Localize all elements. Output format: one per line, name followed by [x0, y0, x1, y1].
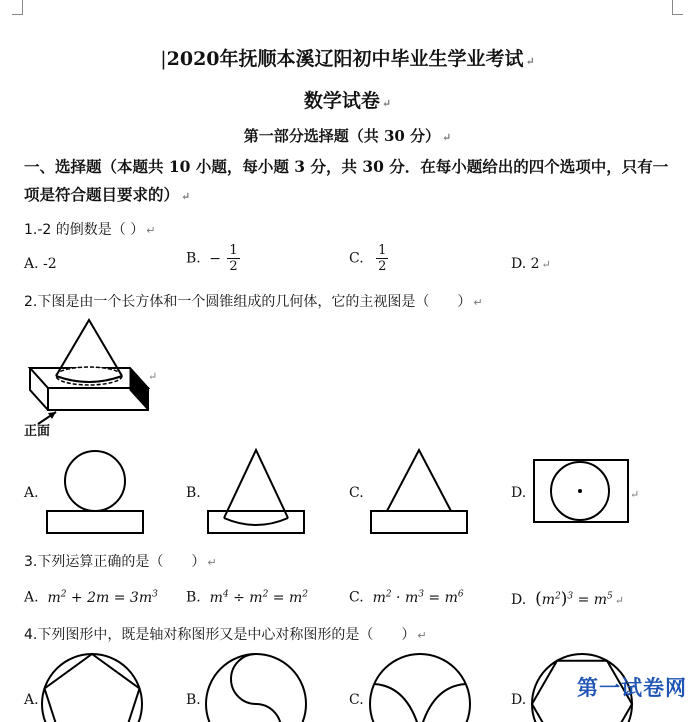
- q2-option-c-label: C.: [349, 485, 364, 501]
- section-heading: 一、选择题（本题共 10 小题，每小题 3 分，共 30 分．在每小题给出的四个选项中，只有一项是符合题目要求的） ↵: [24, 157, 669, 204]
- watermark-logo: 第一试卷网: [577, 676, 687, 700]
- question-3-stem: 3.下列运算正确的是（ ） ↵: [24, 554, 217, 570]
- q2-option-b-label: B.: [186, 485, 201, 501]
- q2-option-d-figure: [532, 458, 630, 524]
- q1-option-b: B. − $\frac{1}{2}$: [186, 243, 238, 274]
- q2-option-a-label: A.: [24, 485, 39, 501]
- q1-option-d: D. 2 ↵: [511, 256, 551, 272]
- q3-option-b: B. $m^4 \div m^2 = m^2$: [186, 589, 308, 606]
- q2-option-b-figure: [206, 446, 306, 536]
- q3-option-d: D. $(m^2)^3 = m^5$ ↵: [511, 589, 624, 609]
- q3-option-a: A. $m^2 + 2m = 3m^3$: [24, 589, 158, 606]
- q2-option-a-figure: [44, 450, 144, 536]
- crop-mark-right: [672, 0, 683, 15]
- q3-option-c: C. $m^2 \cdot m^3 = m^6$: [349, 589, 464, 606]
- part-title: 第一部分选择题（共 30 分） ↵: [243, 127, 452, 145]
- q4-option-b-label: B.: [186, 692, 201, 708]
- q4-option-a-label: A.: [24, 692, 39, 708]
- q4-option-c-figure: [368, 652, 472, 722]
- question-1-stem: 1.-2 的倒数是（ ） ↵: [24, 222, 156, 238]
- question-2-stem: 2.下图是由一个长方体和一个圆锥组成的几何体，它的主视图是（ ） ↵: [24, 294, 483, 310]
- q2-option-c-figure: [369, 446, 469, 536]
- front-view-label: 正面: [24, 424, 51, 439]
- q4-option-a-figure: [40, 652, 144, 722]
- q1-option-a: A. -2: [24, 256, 57, 272]
- exam-title: |2020年抚顺本溪辽阳初中毕业生学业考试 ↵: [160, 48, 535, 70]
- q4-option-c-label: C.: [349, 692, 364, 708]
- q4-option-b-figure: [204, 652, 308, 722]
- q1-option-c: C. $\frac{1}{2}$: [349, 243, 387, 274]
- q2-option-d-label: D.: [511, 485, 527, 501]
- exam-subtitle: 数学试卷 ↵: [303, 90, 392, 112]
- crop-mark-left: [12, 0, 23, 15]
- q4-option-d-label: D.: [511, 692, 527, 708]
- question-4-stem: 4.下列图形中，既是轴对称图形又是中心对称图形的是（ ） ↵: [24, 627, 427, 643]
